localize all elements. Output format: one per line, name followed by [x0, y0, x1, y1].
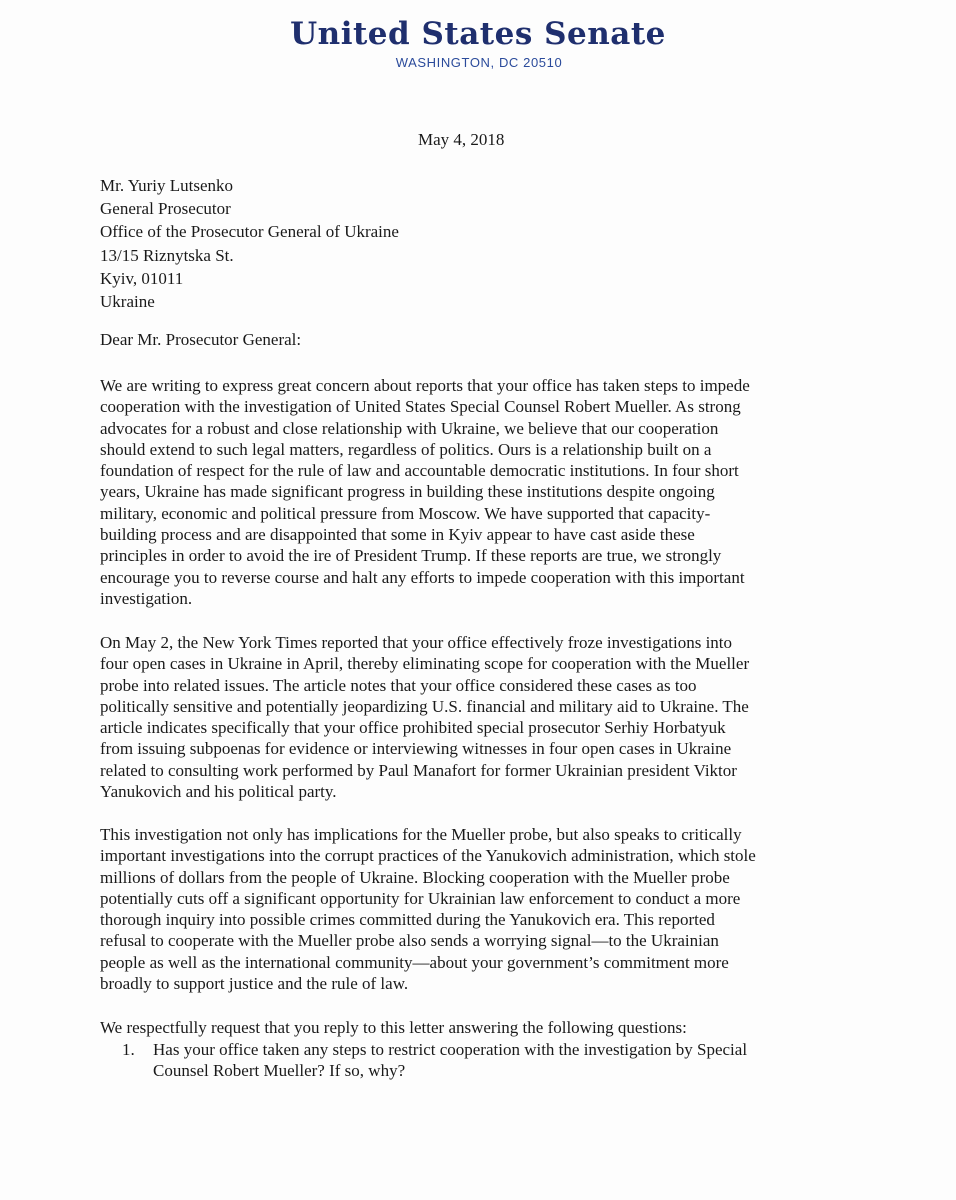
- text-line: from issuing subpoenas for evidence or interviewing witnesses in four open cases in Ukraine: [100, 739, 732, 759]
- text-line: article indicates specifically that your office prohibited special prosecutor Serhiy Horbatyuk: [100, 718, 726, 738]
- text-line: foundation of respect for the rule of law and accountable democratic institutions. In four short: [100, 461, 739, 481]
- text-line: Yanukovich and his political party.: [100, 782, 337, 802]
- recipient-office: Office of the Prosecutor General of Ukraine: [100, 222, 399, 242]
- recipient-title: General Prosecutor: [100, 199, 231, 219]
- question-text: [153, 1039, 873, 1082]
- body-paragraph: [100, 824, 860, 994]
- recipient-street: 13/15 Riznytska St.: [100, 245, 234, 265]
- recipient-address: [100, 174, 399, 313]
- question-number: 1.: [122, 1040, 135, 1059]
- text-line: important investigations into the corrupt practices of the Yanukovich administration, which stole: [100, 846, 756, 866]
- letterhead: [0, 14, 956, 70]
- text-line: encourage you to reverse course and halt any efforts to impede cooperation with this important: [100, 567, 745, 587]
- recipient-city: Kyiv, 01011: [100, 268, 184, 288]
- text-line: We are writing to express great concern about reports that your office has taken steps to impede: [100, 376, 750, 395]
- letter-date: May 4, 2018: [418, 130, 505, 149]
- text-line: should extend to such legal matters, regardless of politics. Ours is a relationship built on a: [100, 439, 712, 459]
- text-line: principles in order to avoid the ire of President Trump. If these reports are true, we strongly: [100, 546, 722, 566]
- text-line: potentially cuts off a significant opportunity for Ukrainian law enforcement to conduct a more: [100, 888, 741, 908]
- body-paragraph: [100, 375, 860, 609]
- recipient-country: Ukraine: [100, 292, 155, 312]
- recipient-name: Mr. Yuriy Lutsenko: [100, 176, 234, 195]
- text-line: broadly to support justice and the rule of law.: [100, 974, 409, 994]
- text-line: advocates for a robust and close relationship with Ukraine, we believe that our cooperation: [100, 418, 719, 438]
- text-line: On May 2, the New York Times reported that your office effectively froze investigations into: [100, 633, 733, 652]
- senate-title: United States Senate: [290, 16, 666, 52]
- text-line: refusal to cooperate with the Mueller probe also sends a worrying signal—to the Ukrainian: [100, 931, 719, 951]
- text-line: This investigation not only has implications for the Mueller probe, but also speaks to critically: [100, 825, 742, 844]
- text-line: We respectfully request that you reply to this letter answering the following questions:: [100, 1018, 687, 1037]
- text-line: cooperation with the investigation of United States Special Counsel Robert Mueller. As strong: [100, 397, 741, 417]
- text-line: years, Ukraine has made significant progress in building these institutions despite ongoing: [100, 482, 715, 502]
- text-line: related to consulting work performed by Paul Manafort for former Ukrainian president Viktor: [100, 760, 737, 780]
- text-line: four open cases in Ukraine in April, thereby eliminating scope for cooperation with the Mueller: [100, 654, 750, 674]
- text-line: probe into related issues. The article notes that your office considered these cases as too: [100, 675, 697, 695]
- text-line: investigation.: [100, 588, 193, 608]
- text-line: military, economic and political pressure from Moscow. We have supported that capacity-: [100, 503, 711, 523]
- text-line: building process and are disappointed that some in Kyiv appear to have cast aside these: [100, 525, 695, 545]
- text-line: Counsel Robert Mueller? If so, why?: [153, 1061, 406, 1081]
- senate-address: WASHINGTON, DC 20510: [395, 55, 563, 70]
- text-line: millions of dollars from the people of Ukraine. Blocking cooperation with the Mueller probe: [100, 867, 730, 887]
- body-paragraph: [100, 1017, 860, 1038]
- text-line: thorough inquiry into possible crimes committed during the Yanukovich era. This reported: [100, 910, 715, 930]
- text-line: politically sensitive and potentially jeopardizing U.S. financial and military aid to Ukraine. The: [100, 696, 749, 716]
- body-paragraph: [100, 632, 860, 802]
- salutation: Dear Mr. Prosecutor General:: [100, 330, 302, 349]
- text-line: Has your office taken any steps to restrict cooperation with the investigation by Special: [153, 1040, 748, 1059]
- text-line: people as well as the international community—about your government’s commitment more: [100, 952, 729, 972]
